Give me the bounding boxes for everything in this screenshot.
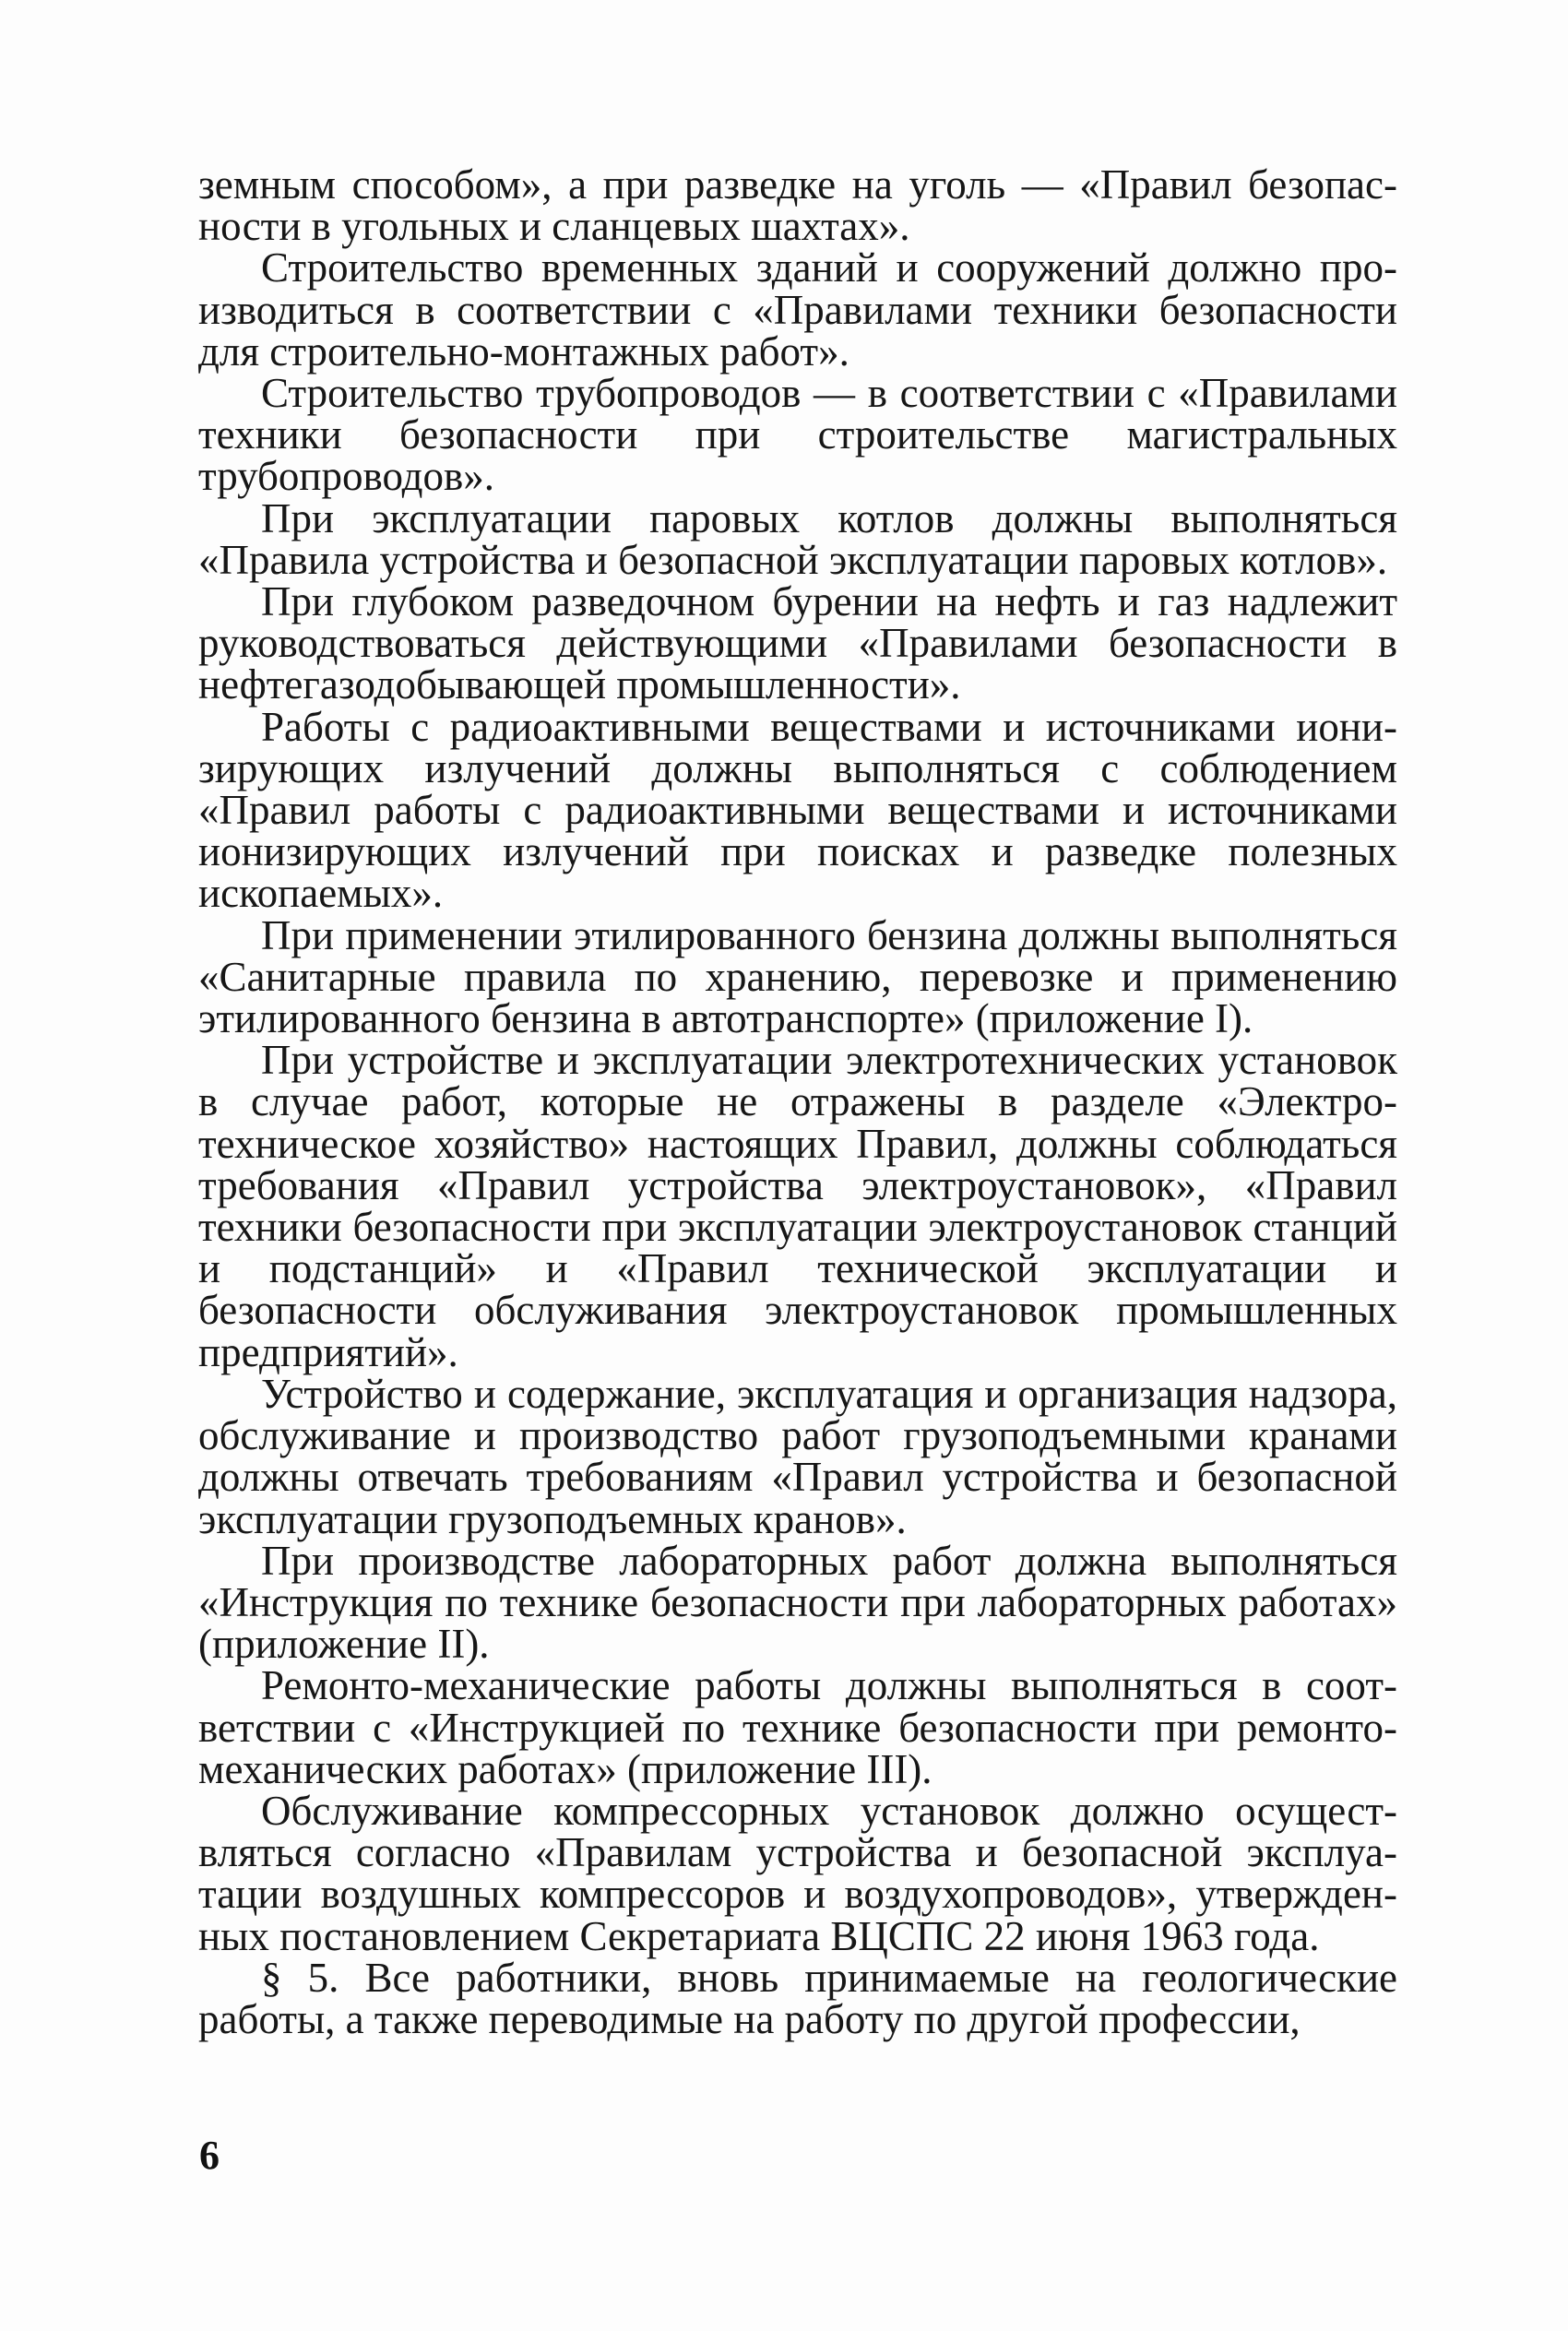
paragraph: Строительство трубопроводов — в соответствии с «Правилами техники безопасности при строительстве магистральных трубопроводов». xyxy=(198,370,1397,500)
paragraph: Строительство временных зданий и сооружений должно производиться в соответствии с «Правилами техники безопасности для строительно-монтажных работ». xyxy=(198,244,1397,375)
paragraph-section-5: § 5. Все работники, вновь принимаемые на геологические работы, а также переводимые на работу по другой профессии, xyxy=(198,1954,1397,2042)
paragraph: земным способом», а при разведке на уголь — «Правил безопасности в угольных и сланцевых шахтах». xyxy=(198,161,1397,250)
body-text xyxy=(198,161,1397,2042)
paragraph: Ремонто-механические работы должны выполняться в соответствии с «Инструкцией по технике безопасности при ремонтомеханических работах» (приложение III). xyxy=(198,1662,1397,1792)
paragraph: При глубоком разведочном бурении на нефть и газ надлежит руководствоваться действующими «Правилами безопасности в нефтегазодобывающей промышленности». xyxy=(198,578,1397,708)
paragraph: При производстве лабораторных работ должна выполняться «Инструкция по технике безопасности при лабораторных работах» (приложение II). xyxy=(198,1537,1397,1668)
paragraph: При эксплуатации паровых котлов должны выполняться «Правила устройства и безопасной эксплуатации паровых котлов». xyxy=(198,494,1397,583)
paragraph: При устройстве и эксплуатации электротехнических установок в случае работ, которые не отражены в разделе «Электротехническое хозяйство» настоящих Правил, должны соблюдаться требования «Правил устройства электроустановок», «Правил техники безопасности при эксплуатации электроустановок станций и подстанций» и «Правил технической эксплуатации и безопасности обслуживания электроустановок промышленных предприятий». xyxy=(198,1037,1397,1375)
paragraph: Работы с радиоактивными веществами и источниками ионизирующих излучений должны выполняться с соблюдением «Правил работы с радиоактивными веществами и источниками ионизирующих излучений при поисках и разведке полезных ископаемых». xyxy=(198,703,1397,917)
paragraph: Устройство и содержание, эксплуатация и организация надзора, обслуживание и производство работ грузоподъемными кранами должны отвечать требованиям «Правил устройства и безопасной эксплуатации грузоподъемных кранов». xyxy=(198,1370,1397,1542)
paragraph: При применении этилированного бензина должны выполняться «Санитарные правила по хранению, перевозке и применению этилированного бензина в автотранспорте» (приложение I). xyxy=(198,911,1397,1042)
paragraph: Обслуживание компрессорных установок должно осуществляться согласно «Правилам устройства и безопасной эксплуатации воздушных компрессоров и воздухопроводов», утвержденных постановлением Секретариата ВЦСПС 22 июня 1963 года. xyxy=(198,1787,1397,1959)
page-number: 6 xyxy=(199,2133,220,2178)
